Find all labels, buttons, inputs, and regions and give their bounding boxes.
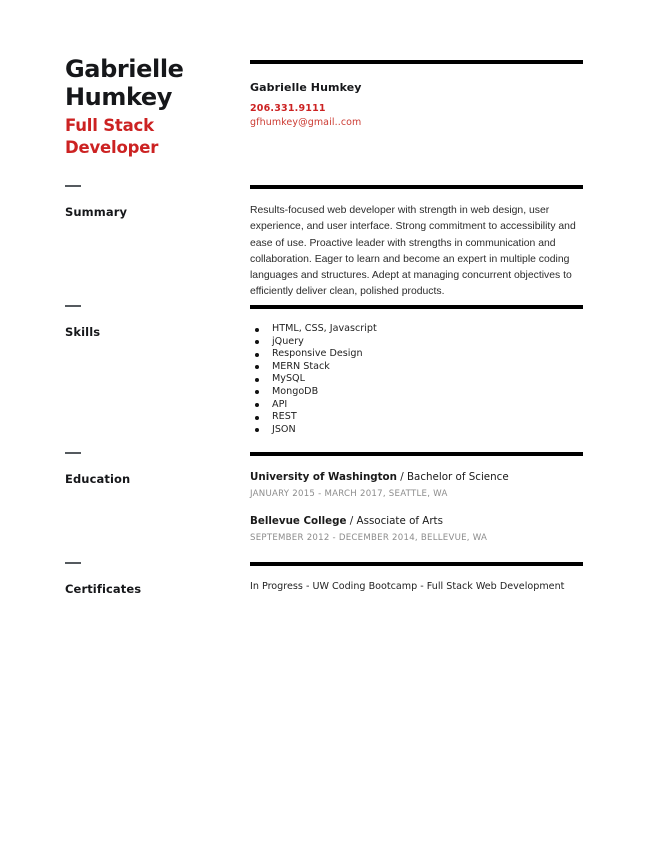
- skills-divider-rule: [250, 305, 583, 309]
- bullet-icon: [255, 390, 259, 394]
- education-institution: University of Washington: [250, 471, 397, 483]
- education-degree: Associate of Arts: [356, 515, 443, 527]
- education-body: [250, 452, 583, 544]
- skill-item: [250, 424, 583, 437]
- education-entry: [250, 470, 583, 500]
- bullet-icon: [255, 365, 259, 369]
- education-dates-location: SEPTEMBER 2012 - DECEMBER 2014, BELLEVUE, WA: [250, 533, 488, 543]
- summary-text: Results-focused web developer with strength in web design, user experience, and user interface. Strong commitment to accessibility and ease of use. Proactive leader with strengths in communication and collaboration. Eager to learn and become an expert in multiple coding languages and structures. Adept at managing concurrent objectives to efficiently deliver clean, polished products.: [250, 205, 576, 298]
- education-dates-location: JANUARY 2015 - MARCH 2017, SEATTLE, WA: [250, 489, 448, 499]
- skill-item: [250, 399, 583, 412]
- section-dash-icon: [65, 305, 81, 307]
- certificates-body: [250, 562, 583, 594]
- skill-label: HTML, CSS, Javascript: [272, 323, 377, 334]
- contact-name: Gabrielle Humkey: [250, 81, 362, 94]
- skill-item: [250, 348, 583, 361]
- education-degree: Bachelor of Science: [406, 471, 509, 483]
- bullet-icon: [255, 378, 259, 382]
- skill-label: MongoDB: [272, 385, 319, 397]
- skill-item: [250, 411, 583, 424]
- summary-body: [250, 185, 583, 301]
- bullet-icon: [255, 353, 259, 357]
- section-dash-icon: [65, 562, 81, 564]
- section-dash-icon: [65, 185, 81, 187]
- section-dash-icon: [65, 452, 81, 454]
- summary-label-wrap: [65, 185, 235, 219]
- skill-label: Responsive Design: [272, 348, 363, 360]
- contact-block: [250, 60, 583, 128]
- skill-item: [250, 386, 583, 399]
- bullet-icon: [255, 428, 259, 432]
- education-title: [250, 514, 583, 529]
- skill-item: [250, 336, 583, 349]
- education-institution: Bellevue College: [250, 515, 347, 527]
- skill-item: [250, 361, 583, 374]
- bullet-icon: [255, 328, 259, 332]
- skill-label: API: [272, 398, 288, 410]
- education-entry: [250, 514, 583, 544]
- skill-label: MERN Stack: [272, 360, 330, 372]
- contact-phone[interactable]: 206.331.9111: [250, 103, 326, 114]
- certificates-divider-rule: [250, 562, 583, 566]
- skill-label: jQuery: [272, 335, 304, 347]
- bullet-icon: [255, 416, 259, 420]
- skills-label: Skills: [65, 325, 101, 339]
- summary-label: Summary: [65, 205, 128, 219]
- skills-list: [250, 323, 583, 436]
- education-separator: /: [396, 471, 407, 483]
- certificates-label-wrap: [65, 562, 235, 596]
- summary-divider-rule: [250, 185, 583, 189]
- education-label-wrap: [65, 452, 235, 486]
- skill-item: [250, 373, 583, 386]
- education-title: [250, 470, 583, 485]
- education-separator: /: [346, 515, 357, 527]
- education-label: Education: [65, 472, 131, 486]
- candidate-first-name: Gabrielle: [65, 55, 184, 83]
- contact-email[interactable]: gfhumkey@gmail..com: [250, 117, 362, 128]
- skill-label: JSON: [272, 423, 296, 435]
- certificates-text: In Progress - UW Coding Bootcamp - Full Stack Web Development: [250, 581, 565, 592]
- skill-item: [250, 323, 583, 336]
- education-entry-list: [250, 470, 583, 544]
- bullet-icon: [255, 403, 259, 407]
- bullet-icon: [255, 340, 259, 344]
- candidate-job-title: Full Stack Developer: [65, 116, 159, 157]
- education-divider-rule: [250, 452, 583, 456]
- candidate-name-block: [65, 55, 245, 159]
- skills-body: [250, 305, 583, 436]
- certificates-label: Certificates: [65, 582, 142, 596]
- candidate-last-name: Humkey: [65, 83, 173, 111]
- header-divider-rule: [250, 60, 583, 64]
- skills-label-wrap: [65, 305, 235, 339]
- skill-label: MySQL: [272, 373, 305, 385]
- skill-label: REST: [272, 411, 297, 423]
